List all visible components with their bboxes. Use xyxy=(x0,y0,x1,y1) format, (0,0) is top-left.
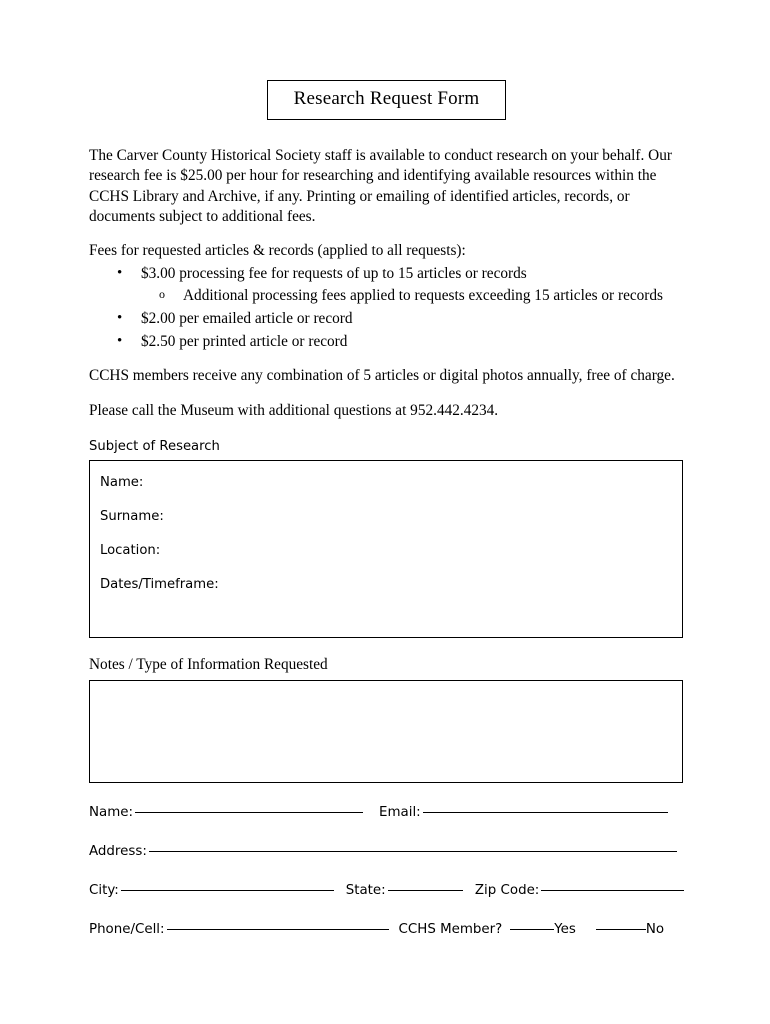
call-paragraph: Please call the Museum with additional questions at 952.442.4234. xyxy=(89,401,499,419)
state-input[interactable] xyxy=(388,890,463,891)
fee-subitem: o Additional processing fees applied to requests exceeding 15 articles or records xyxy=(89,286,684,307)
fee-item: • $2.50 per printed article or record xyxy=(89,332,684,353)
contact-row-phone-member xyxy=(89,922,684,937)
members-paragraph: CCHS members receive any combination of 5 articles or digital photos annually, free of charge. xyxy=(89,367,675,385)
fees-list xyxy=(89,264,684,353)
email-label: Email: xyxy=(379,804,421,820)
contact-fields xyxy=(89,805,684,937)
city-input[interactable] xyxy=(121,890,334,891)
fee-item: • $3.00 processing fee for requests of up to 15 articles or records xyxy=(89,264,684,285)
member-yes-checkbox[interactable] xyxy=(510,929,554,930)
phone-cell-label: Phone/Cell: xyxy=(89,921,165,937)
member-no-checkbox[interactable] xyxy=(596,929,646,930)
page-title: Research Request Form xyxy=(267,80,507,120)
cchs-member-label: CCHS Member? xyxy=(398,921,503,937)
phone-cell-input[interactable] xyxy=(167,929,389,930)
notes-box[interactable] xyxy=(89,680,683,783)
name-input[interactable] xyxy=(135,812,363,813)
address-label: Address: xyxy=(89,843,147,859)
notes-label: Notes / Type of Information Requested xyxy=(89,655,328,673)
document-content xyxy=(89,80,684,961)
name-label: Name: xyxy=(89,804,134,820)
subject-of-research-label: Subject of Research xyxy=(89,438,220,454)
fee-item: • $2.00 per emailed article or record xyxy=(89,309,684,330)
subject-field-name[interactable]: Name: xyxy=(100,474,144,490)
email-input[interactable] xyxy=(423,812,668,813)
subject-field-dates[interactable]: Dates/Timeframe: xyxy=(100,576,219,592)
title-container xyxy=(89,80,684,120)
contact-row-name-email xyxy=(89,805,684,820)
subject-field-surname[interactable]: Surname: xyxy=(100,508,164,524)
subject-field-location[interactable]: Location: xyxy=(100,542,161,558)
state-label: State: xyxy=(345,882,386,898)
contact-row-city-state-zip xyxy=(89,883,684,898)
city-label: City: xyxy=(89,882,119,898)
subject-of-research-box[interactable] xyxy=(89,460,683,638)
member-no-label: No xyxy=(645,921,665,937)
zip-code-input[interactable] xyxy=(541,890,684,891)
intro-paragraph: The Carver County Historical Society staff is available to conduct research on your behalf. Our research fee is $25.00 per hour for researching and identifying available resources within the CCHS Library and Archive, if any. Printing or emailing of identified articles, records, or documents subject to additional fees. xyxy=(89,146,672,225)
fees-heading: Fees for requested articles & records (applied to all requests): xyxy=(89,242,466,260)
contact-row-address xyxy=(89,844,684,859)
member-yes-label: Yes xyxy=(554,921,576,937)
zip-code-label: Zip Code: xyxy=(474,882,540,898)
address-input[interactable] xyxy=(149,851,677,852)
